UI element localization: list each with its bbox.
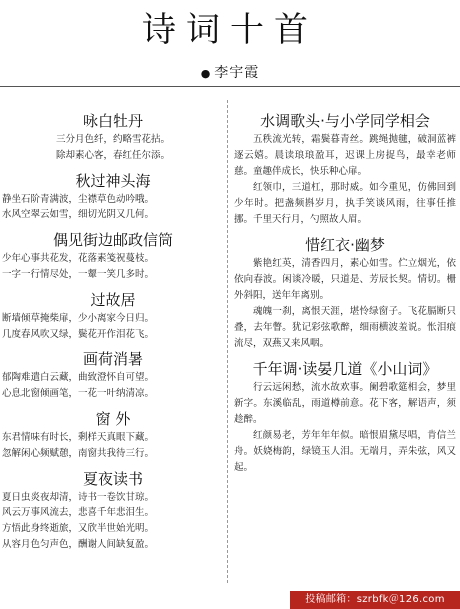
right-column — [234, 110, 456, 476]
poem-title: 窗 外 — [95, 409, 131, 428]
poem-paragraph: 五秩流光转，霜鬓暮青丝。跳绳抛毽，破洞蓝裤逐云嬉。晨读琅琅盈耳，迟课上房捉鸟，最幸老师慈。童趣伴成长，快乐种心扉。 — [234, 134, 456, 177]
poem-paragraph: 魂魄一刹，离恨天涯，堪怜绿窗子。飞花膈断只叠，去年瞥。犹记彩弦歌醉，细雨横波羞说。怅泪痕流尽，双燕又来风咽。 — [234, 306, 456, 349]
poem-line: 心息北窗倾画笔，一花一叶纳清凉。 — [2, 388, 155, 400]
poem-line: 风云万事风流去，悲喜千年悲泪生。 — [2, 507, 155, 519]
poem-block — [2, 408, 224, 462]
poem-block — [234, 110, 456, 228]
poem-title: 偶见街边邮政信筒 — [52, 231, 173, 250]
poem-block — [2, 348, 224, 402]
poem-line: 郁陶难遣白云藏，曲致澄怀自可望。 — [2, 372, 155, 384]
poem-paragraph: 红领巾，三道杠，那时威。如今重见，仿佛回到少年时。把盏频斟岁月，执手笑谈风雨，往事任推挪。千里天行月，勺照故人眉。 — [234, 182, 456, 225]
poem-line: 断墙倾草掩柴扉，少小离家今日归。 — [2, 312, 155, 324]
poem-line: 少年心事共花发，花落素笺祝蔓枝。 — [2, 253, 155, 265]
poem-block — [2, 110, 224, 164]
poem-block — [2, 170, 224, 224]
poem-block — [2, 289, 224, 343]
poem-block — [2, 468, 224, 553]
poem-title: 夏夜读书 — [82, 469, 143, 488]
poem-block — [234, 234, 456, 352]
left-column — [2, 110, 224, 553]
page-title: 诗词十首 — [142, 10, 318, 50]
poem-line: 三分月色纤，约略雪花拈。 — [55, 134, 170, 145]
poem-line: 除却素心客，春红任尔添。 — [55, 149, 170, 161]
author-bullet: ● — [200, 67, 212, 80]
poem-title: 惜红衣·幽梦 — [305, 236, 385, 254]
poem-title: 咏白牡丹 — [82, 112, 143, 130]
poem-line: 方悟此身终逝旅，又欣半世始光明。 — [2, 523, 155, 535]
poem-line: 东君情味有时长，剩样天真眼下藏。 — [2, 431, 155, 443]
poem-line: 从容月色匀声色，酬谢人间缺复盈。 — [2, 538, 155, 550]
poem-line: 一字一行情尽处，一颦一笑几多时。 — [2, 268, 155, 280]
poem-block — [234, 358, 456, 476]
poem-line: 水风空翠云如雪，细切光阴又几何。 — [2, 209, 155, 221]
poem-paragraph: 红颜易老，芳年年年似。暗恨眉黛尽唱，肯信兰舟。妖娆梅韵，绿镜玉人泪。无端月，弄朱弦，风又起。 — [234, 430, 456, 473]
submission-email-banner: 投稿邮箱：szrbfk＠126.com — [290, 591, 460, 609]
poem-paragraph: 行云远闲愁，流水故欢事。阑碧歌筵相会，梦里新字。东溪临乱，雨道樽前意。花下客，解语声，须趁醉。 — [234, 382, 456, 425]
poem-line: 静坐石阶青满波，尘襟草色动吟哦。 — [2, 193, 155, 205]
poem-line: 几度春风吹又绿，鬓花开作泪花飞。 — [2, 328, 155, 340]
poem-line: 夏日虫炎夜却清，诗书一卷饮甘琼。 — [2, 491, 155, 503]
author-byline — [0, 62, 460, 82]
poem-title: 过故居 — [90, 290, 136, 309]
poem-line: 忽解闲心频赋憩，南窗共我待三行。 — [2, 447, 155, 459]
author-name: 李宇霞 — [214, 65, 260, 81]
poem-paragraph: 紫艳红英，清香四月，素心如雪。伫立烟光，依依向春波。闲谈冷暖，只道是、芳辰长契。情切。栅外斜阳，送年年离别。 — [234, 258, 456, 301]
poem-block — [2, 229, 224, 283]
poem-title: 画荷消暑 — [82, 350, 143, 369]
poem-title: 秋过神头海 — [75, 171, 151, 190]
column-divider — [227, 100, 228, 583]
poem-title: 千年调·读晏几道《小山词》 — [252, 360, 438, 378]
poem-title: 水调歌头·与小学同学相会 — [260, 112, 430, 130]
header-rule — [0, 86, 460, 87]
